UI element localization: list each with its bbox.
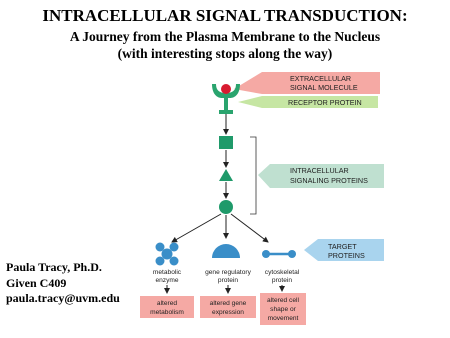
signaling-bracket bbox=[250, 137, 256, 214]
intracellular-label-line-1: INTRACELLULAR bbox=[290, 166, 349, 175]
outcome-3-line-3: movement bbox=[267, 315, 299, 322]
outcome-1-line-2: metabolism bbox=[150, 309, 184, 316]
target-name-1-line-1: metabolic bbox=[152, 269, 182, 276]
subtitle-line-2: (with interesting stops along the way) bbox=[117, 46, 333, 61]
receptor-label: RECEPTOR PROTEIN bbox=[288, 98, 362, 107]
target-name-3-line-1: cytoskeletal bbox=[264, 269, 300, 276]
author-email[interactable]: paula.tracy@uvm.edu bbox=[6, 291, 120, 305]
metabolic-enzyme-icon bbox=[156, 243, 179, 266]
target-name-2-line-1: gene regulatory bbox=[205, 269, 251, 276]
signaling-protein-square-icon bbox=[219, 136, 233, 149]
signal-molecule-icon bbox=[221, 84, 231, 94]
outcome-2-line-2: expression bbox=[212, 309, 244, 316]
outcome-3-line-2: shape or bbox=[270, 306, 296, 313]
target-name-3-line-2: protein bbox=[271, 277, 293, 284]
gene-regulatory-protein-icon bbox=[212, 244, 240, 258]
cytoskeletal-protein-icon bbox=[262, 250, 296, 258]
author-name: Paula Tracy, Ph.D. bbox=[6, 260, 102, 274]
outcome-1-line-1: altered bbox=[156, 300, 178, 307]
page-title: INTRACELLULAR SIGNAL TRANSDUCTION: bbox=[42, 6, 408, 25]
extracellular-label-line-2: SIGNAL MOLECULE bbox=[290, 83, 358, 92]
outcome-3-line-1: altered cell bbox=[267, 297, 299, 304]
target-name-2-line-2: protein bbox=[217, 277, 239, 284]
target-label-line-1: TARGET bbox=[328, 242, 357, 251]
extracellular-label-line-1: EXTRACELLULAR bbox=[290, 74, 352, 83]
signaling-protein-triangle-icon bbox=[219, 169, 233, 181]
target-name-1-line-2: enzyme bbox=[155, 277, 179, 284]
intracellular-label-line-2: SIGNALING PROTEINS bbox=[290, 176, 368, 185]
subtitle-line-1: A Journey from the Plasma Membrane to the Nucleus bbox=[69, 29, 381, 44]
author-office: Given C409 bbox=[6, 275, 67, 290]
outcome-2-line-1: altered gene bbox=[209, 300, 247, 307]
signaling-protein-circle-icon bbox=[219, 200, 233, 214]
target-label-line-2: PROTEINS bbox=[328, 251, 365, 260]
